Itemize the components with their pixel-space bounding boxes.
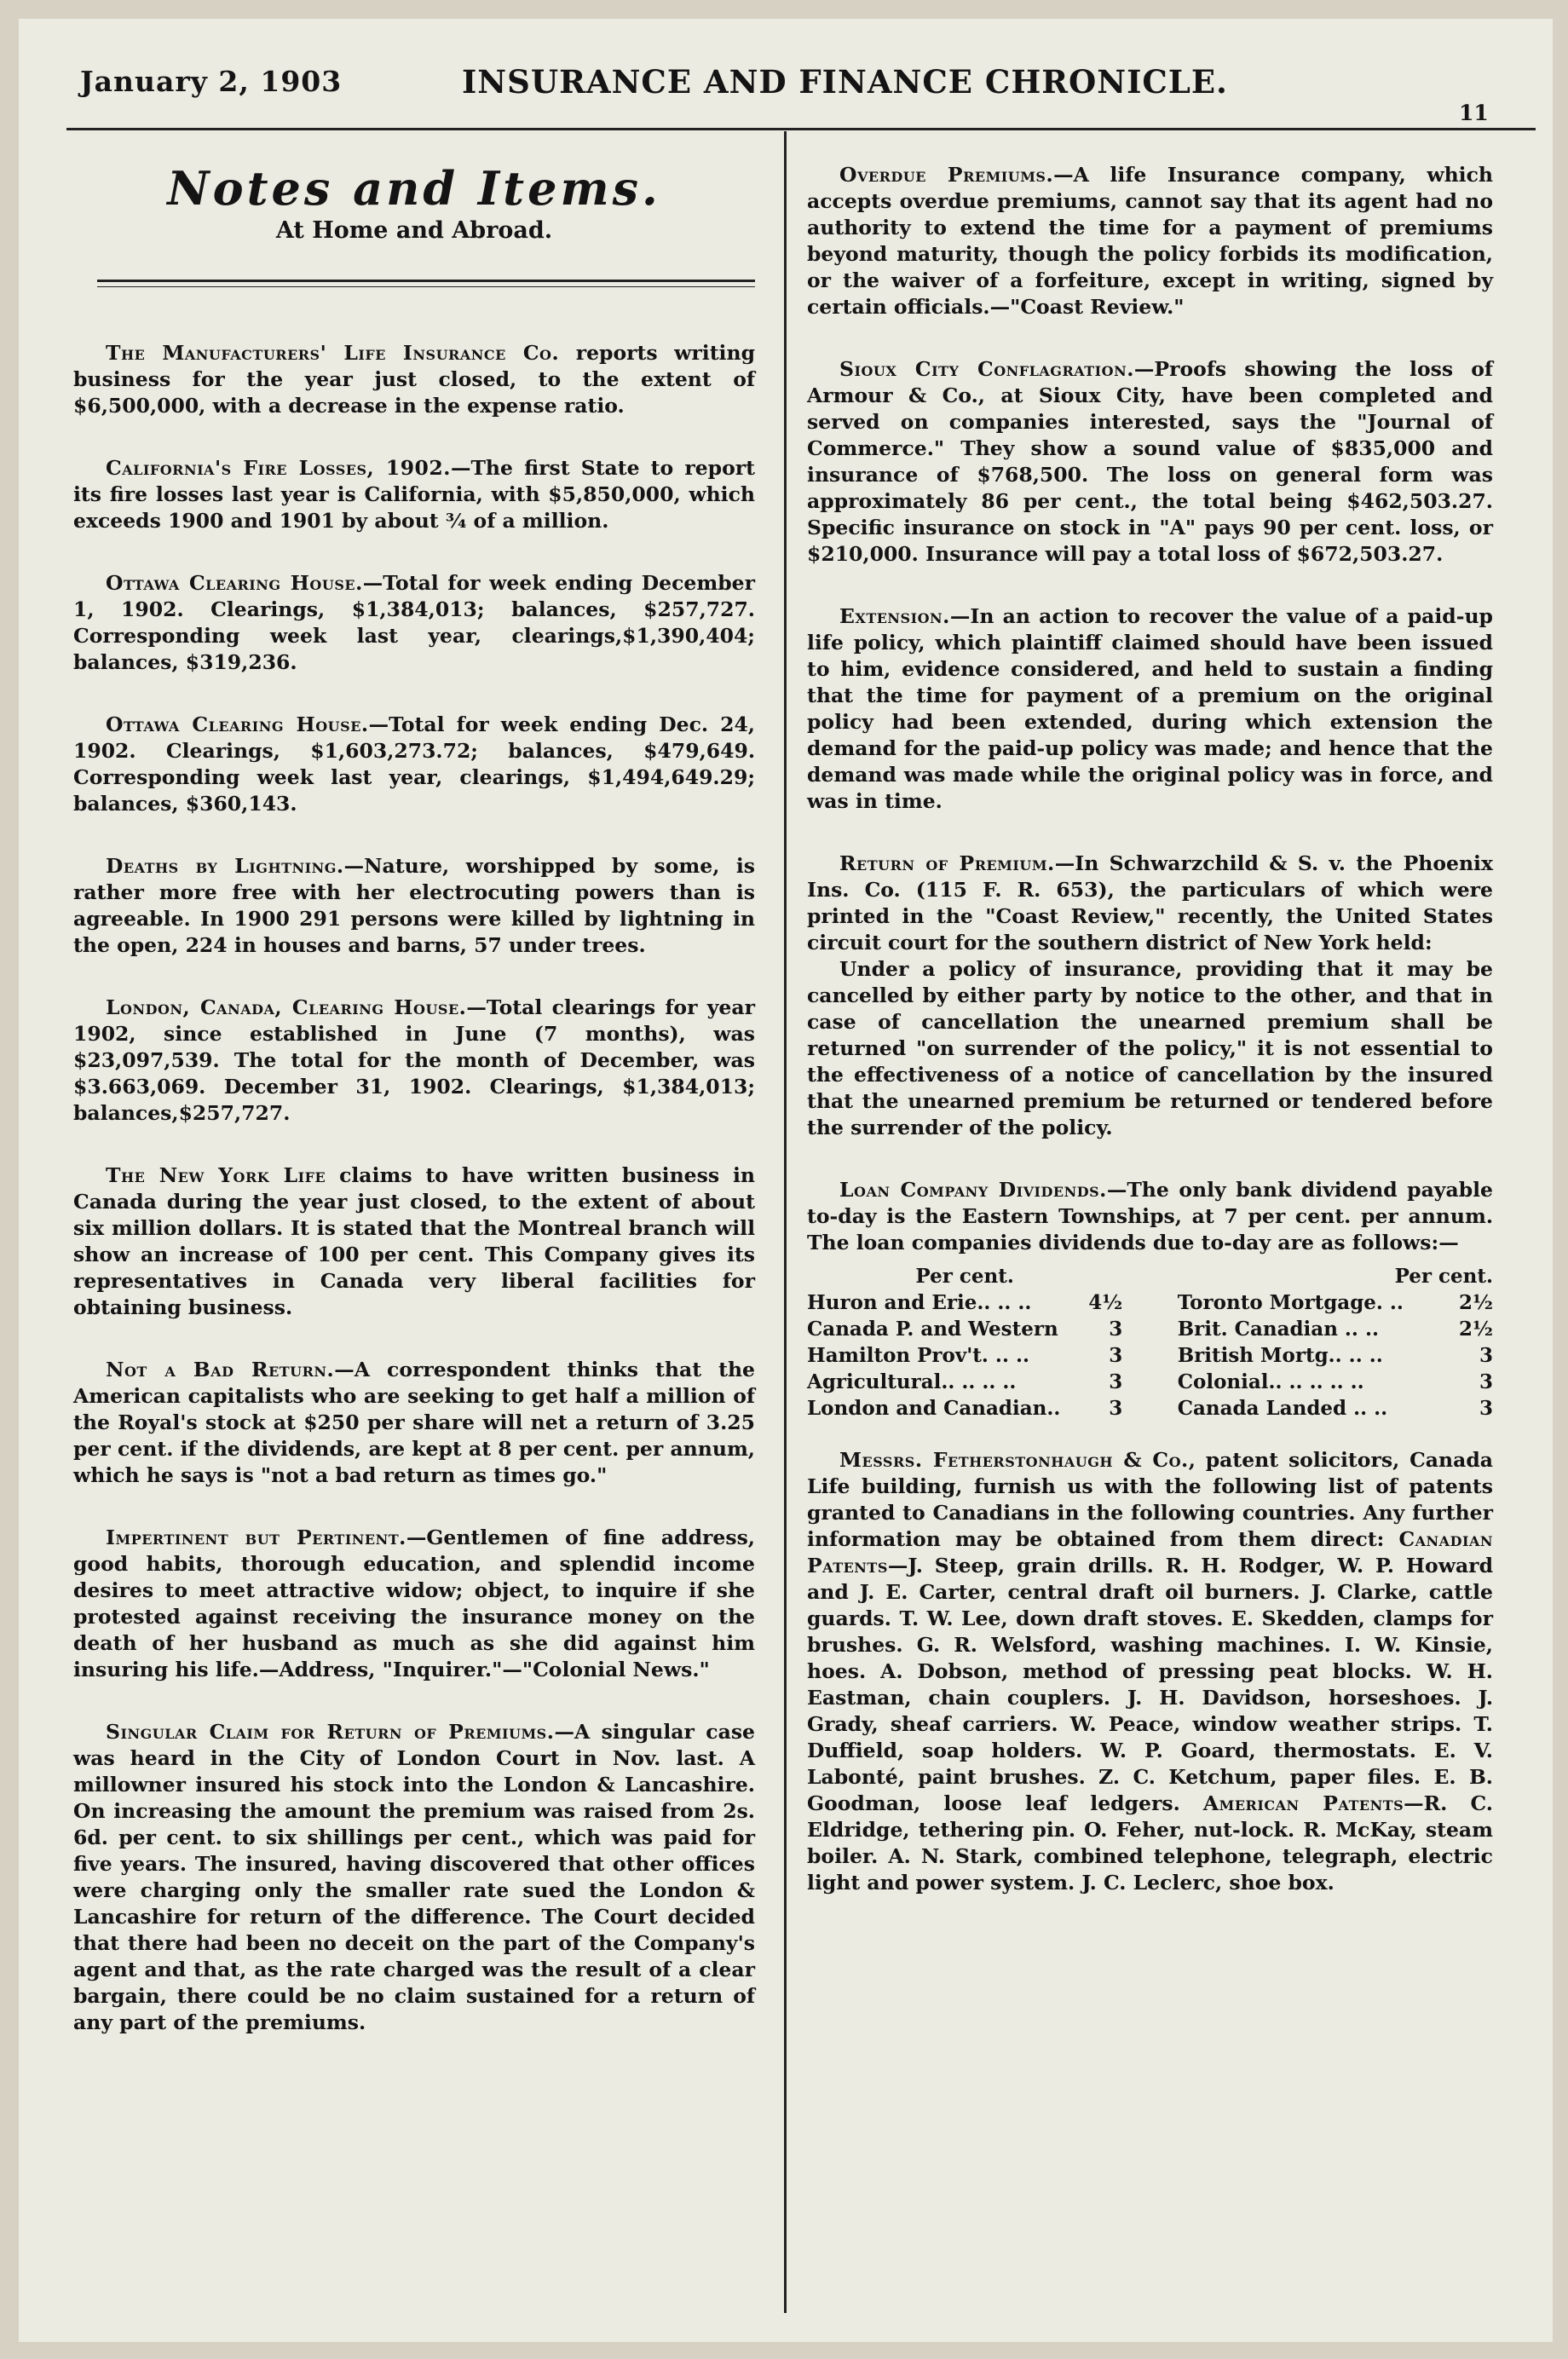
news-item <box>73 712 755 817</box>
company-name: British Mortg.. .. .. <box>1177 1344 1383 1367</box>
dividend-row <box>807 1316 1122 1342</box>
news-item <box>807 1447 1493 1896</box>
item-body: —Total for week ending December 1, 1902. Clearings, $1,384,013; balances, $257,727. Corresponding week last year, clearings,$1,390,404; balances, $319,236. <box>73 571 755 674</box>
news-item <box>807 162 1493 320</box>
right-column <box>807 162 1493 1932</box>
item-body: —Total clearings for year 1902, since established in June (7 months), was $23,097,539. The total for the month of December, was $3.663,069. December 31, 1902. Clearings, $1,384,013; balances,$257,727. <box>73 995 755 1125</box>
company-name: Toronto Mortgage. .. <box>1177 1291 1404 1314</box>
dividend-rate: 3 <box>1109 1370 1123 1393</box>
dividend-rate: 3 <box>1109 1344 1123 1367</box>
news-item <box>807 851 1493 1141</box>
news-item <box>73 853 755 959</box>
page-number: 11 <box>1459 101 1489 125</box>
news-item <box>73 995 755 1127</box>
item-head: The Manufacturers' Life Insurance Co. <box>106 341 560 365</box>
dividend-rate: 2½ <box>1459 1291 1493 1314</box>
item-head: Ottawa Clearing House. <box>106 571 363 595</box>
news-item <box>73 1357 755 1489</box>
dividend-rate: 3 <box>1479 1344 1493 1367</box>
news-item <box>807 603 1493 815</box>
section-title: Notes and Items. <box>167 161 661 216</box>
column-rule <box>784 131 787 2313</box>
dividend-row <box>1178 1316 1493 1342</box>
publication-title: INSURANCE AND FINANCE CHRONICLE. <box>462 63 1228 101</box>
news-item <box>807 1177 1493 1256</box>
section-rule <box>97 280 755 287</box>
section-subtitle: At Home and Abroad. <box>275 217 553 244</box>
header-rule <box>66 128 1536 130</box>
american-patents-head: American Patents <box>1202 1791 1404 1815</box>
dividend-rate: 2½ <box>1459 1318 1493 1341</box>
company-name: Agricultural.. .. .. .. <box>807 1370 1017 1393</box>
item-head: Overdue Premiums. <box>839 163 1054 187</box>
news-item <box>807 356 1493 568</box>
news-item <box>73 1525 755 1683</box>
issue-date: January 2, 1903 <box>80 65 343 98</box>
item-body: —A life Insurance company, which accepts overdue premiums, cannot say that its agent had no authority to extend the time for a payment of premiums beyond maturity, though the policy forbids its modification, or the waiver of a forfeiture, except in writing, signed by certain officials.—"Coast Review." <box>807 163 1493 319</box>
news-item <box>73 570 755 676</box>
item-head: Extension. <box>839 604 950 628</box>
dividend-row <box>807 1369 1122 1395</box>
dividend-header: Per cent. <box>915 1265 1014 1288</box>
american-patents-body: —R. C. Eldridge, tethering pin. O. Feher, nut-lock. R. McKay, steam boiler. A. N. Stark, combined telephone, telegraph, electric light and power system. J. C. Leclerc, shoe box. <box>807 1791 1493 1895</box>
item-head: London, Canada, Clearing House. <box>106 995 467 1019</box>
item-body: —Total for week ending Dec. 24, 1902. Clearings, $1,603,273.72; balances, $479,649. Corresponding week last year, clearings, $1,494,649.29; balances, $360,143. <box>73 712 755 816</box>
left-column <box>73 161 756 2072</box>
item-head: Not a Bad Return. <box>106 1358 335 1381</box>
item-body: —In an action to recover the value of a paid-up life policy, which plaintiff claimed should have been issued to him, evidence considered, and held to sustain a finding that the time for payment of a premium on the original policy had been extended, during which extension the demand for the paid-up policy was made; and hence that the demand was made while the original policy was in force, and was in time. <box>807 604 1493 813</box>
item-body: —Nature, worshipped by some, is rather more free with her electrocuting powers than is agreeable. In 1900 291 persons were killed by lightning in the open, 224 in houses and barns, 57 under trees. <box>73 854 755 957</box>
item-body: —In Schwarzchild & S. v. the Phoenix Ins. Co. (115 F. R. 653), the particulars of which were printed in the "Coast Review," recently, the United States circuit court for the southern district of New York held: <box>807 851 1493 955</box>
item-head: Ottawa Clearing House. <box>106 712 369 736</box>
dividend-rate: 3 <box>1479 1370 1493 1393</box>
dividend-row <box>807 1395 1122 1422</box>
item-head: Messrs. Fetherstonhaugh & Co. <box>839 1448 1189 1472</box>
news-item <box>73 1162 755 1321</box>
dividend-row <box>1178 1369 1493 1395</box>
item-head: Impertinent but Pertinent. <box>106 1526 406 1549</box>
item-body: reports writing business for the year just closed, to the extent of $6,500,000, with a decrease in the expense ratio. <box>73 341 755 418</box>
dividend-row <box>1178 1342 1493 1369</box>
item-body: —The only bank dividend payable to-day is the Eastern Townships, at 7 per cent. per annum. The loan companies dividends due to-day are as follows:— <box>807 1178 1493 1254</box>
dividend-table <box>807 1263 1493 1422</box>
item-body: —Proofs showing the loss of Armour & Co., at Sioux City, have been completed and served on companies interested, says the "Journal of Commerce." They show a sound value of $835,000 and insurance of $768,500. The loss on general form was approximately 86 per cent., the total being $462,503.27. Specific insurance on stock in "A" pays 90 per cent. loss, or $210,000. Insurance will pay a total loss of $672,503.27. <box>807 357 1493 566</box>
dividend-rate: 3 <box>1109 1318 1123 1341</box>
item-body-continued: Under a policy of insurance, providing that it may be cancelled by either party by notice to the other, and that in case of cancellation the unearned premium shall be returned "on surrender of the policy," it is not essential to the effectiveness of a notice of cancellation by the insured that the unearned premium be returned or tendered before the surrender of the policy. <box>807 957 1493 1139</box>
dividend-rate: 4½ <box>1088 1291 1123 1314</box>
item-body: —Gentlemen of fine address, good habits, thorough education, and splendid income desires to meet attractive widow; object, to inquire if she protested against receiving the insurance money on the death of her husband as much as she did against him insuring his life.—Address, "Inquirer."—"Colonial News." <box>73 1526 755 1681</box>
item-head: California's Fire Losses, 1902. <box>106 456 451 480</box>
company-name: London and Canadian.. <box>807 1397 1061 1420</box>
item-body: —A singular case was heard in the City of London Court in Nov. last. A millowner insured his stock into the London & Lancashire. On increasing the amount the premium was raised from 2s. 6d. per cent. to six shillings per cent., which was paid for five years. The insured, having discovered that other offices were charging only the smaller rate sued the London & Lancashire for return of the difference. The Court decided that there had been no deceit on the part of the Company's agent and that, as the rate charged was the result of a clear bargain, there could be no claim sustained for a return of any part of the premiums. <box>73 1720 756 2034</box>
canadian-patents-head: Canadian Patents <box>807 1527 1493 1577</box>
company-name: Colonial.. .. .. .. .. <box>1177 1370 1364 1393</box>
dividend-rate: 3 <box>1109 1397 1123 1420</box>
item-head: Loan Company Dividends. <box>839 1178 1107 1202</box>
canadian-patents-body: —J. Steep, grain drills. R. H. Rodger, W. P. Howard and J. E. Carter, central draft oil burners. J. Clarke, cattle guards. T. W. Lee, down draft stoves. E. Skedden, clamps for brushes. G. R. Welsford, washing machines. I. W. Kinsie, hoes. A. Dobson, method of pressing peat blocks. W. H. Eastman, chain couplers. J. H. Davidson, horseshoes. J. Grady, sheaf carriers. W. Peace, window weather strips. T. Duffield, soap holders. W. P. Goard, thermostats. E. V. Labonté, paint brushes. Z. C. Ketchum, paper files. E. B. Goodman, loose leaf ledgers. <box>807 1554 1493 1815</box>
company-name: Hamilton Prov't. .. .. <box>807 1344 1029 1367</box>
dividend-row <box>1178 1289 1493 1316</box>
item-head: Return of Premium. <box>839 851 1055 875</box>
company-name: Brit. Canadian .. .. <box>1177 1318 1379 1341</box>
dividend-row <box>1178 1395 1493 1422</box>
dividend-row <box>807 1342 1122 1369</box>
news-item <box>73 1719 755 2036</box>
company-name: Canada P. and Western <box>807 1318 1058 1341</box>
newspaper-page <box>19 19 1553 2342</box>
dividend-column-left <box>807 1263 1122 1422</box>
company-name: Huron and Erie.. .. .. <box>807 1291 1032 1314</box>
item-head: The New York Life <box>106 1163 326 1187</box>
item-body: —The first State to report its fire losses last year is California, with $5,850,000, which exceeds 1900 and 1901 by about ¾ of a million. <box>73 456 755 533</box>
dividend-header: Per cent. <box>1394 1265 1493 1288</box>
dividend-row <box>807 1289 1122 1316</box>
item-head: Deaths by Lightning. <box>106 854 344 878</box>
news-item <box>73 340 755 419</box>
dividend-rate: 3 <box>1479 1397 1493 1420</box>
item-body: , patent solicitors, Canada Life building, furnish us with the following list of patents granted to Canadians in the following countries. Any further information may be obtained from them direct: <box>807 1448 1493 1551</box>
item-body: —A correspondent thinks that the American capitalists who are seeking to get half a million of the Royal's stock at $250 per share will net a return of 3.25 per cent. if the dividends, are kept at 8 per cent. per annum, which he says is "not a bad return as times go." <box>73 1358 755 1487</box>
item-head: Sioux City Conflagration. <box>839 357 1134 381</box>
item-body: claims to have written business in Canada during the year just closed, to the extent of about six million dollars. It is stated that the Montreal branch will show an increase of 100 per cent. This Company gives its representatives in Canada very liberal facilities for obtaining business. <box>73 1163 756 1319</box>
company-name: Canada Landed .. .. <box>1177 1397 1388 1420</box>
news-item <box>73 455 755 534</box>
dividend-column-right <box>1178 1263 1493 1422</box>
item-head: Singular Claim for Return of Premiums. <box>106 1720 555 1744</box>
